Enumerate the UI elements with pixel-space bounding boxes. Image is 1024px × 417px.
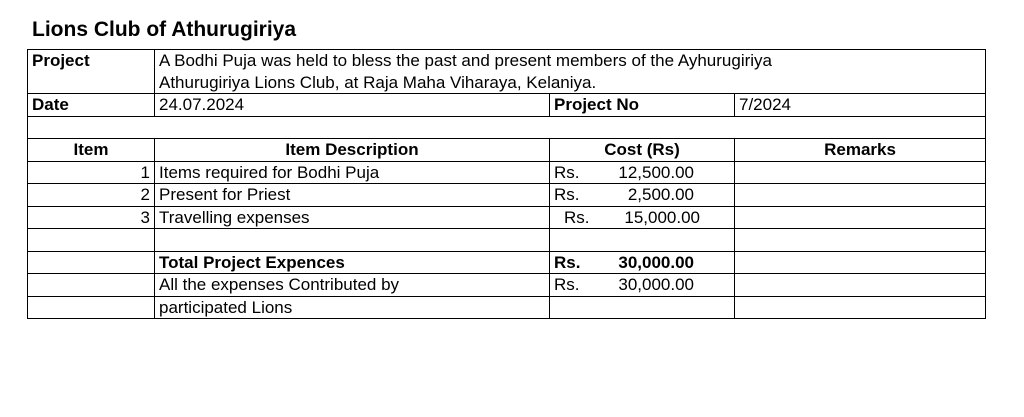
total-label: Total Project Expences	[155, 251, 550, 274]
project-description-line2: Athurugiriya Lions Club, at Raja Maha Viharaya, Kelaniya.	[155, 72, 986, 94]
item-description: Travelling expenses	[155, 206, 550, 229]
item-remarks	[735, 161, 986, 184]
empty-cell	[155, 229, 550, 252]
item-currency: Rs.	[554, 162, 580, 182]
project-no-value: 7/2024	[735, 94, 986, 117]
empty-cell	[28, 274, 155, 297]
empty-cell	[28, 72, 155, 94]
column-header-row	[28, 139, 986, 162]
empty-cell	[28, 251, 155, 274]
column-header-item: Item	[28, 139, 155, 162]
project-no-label: Project No	[550, 94, 735, 117]
empty-cell	[28, 296, 155, 319]
item-currency: Rs.	[554, 185, 580, 205]
empty-cell	[28, 229, 155, 252]
item-amount: 15,000.00	[624, 207, 700, 227]
spacer-row	[28, 116, 986, 139]
blank-row	[28, 229, 986, 252]
empty-cell	[735, 229, 986, 252]
item-number: 2	[28, 184, 155, 207]
contribution-line1: All the expenses Contributed by	[155, 274, 550, 297]
empty-cell	[550, 296, 735, 319]
project-row-continued	[28, 72, 986, 94]
date-value: 24.07.2024	[155, 94, 550, 117]
empty-cell	[735, 274, 986, 297]
column-header-description: Item Description	[155, 139, 550, 162]
contribution-amount: 30,000.00	[618, 275, 694, 295]
date-label: Date	[28, 94, 155, 117]
project-sheet	[27, 49, 986, 319]
date-row	[28, 94, 986, 117]
item-currency: Rs.	[564, 207, 590, 227]
table-row	[28, 184, 986, 207]
contribution-row-continued	[28, 296, 986, 319]
empty-cell	[735, 296, 986, 319]
item-description: Items required for Bodhi Puja	[155, 161, 550, 184]
item-number: 1	[28, 161, 155, 184]
project-label: Project	[28, 50, 155, 72]
total-currency: Rs.	[554, 252, 581, 272]
item-amount: 2,500.00	[627, 185, 694, 205]
item-remarks	[735, 184, 986, 207]
column-header-remarks: Remarks	[735, 139, 986, 162]
empty-cell	[28, 116, 986, 139]
total-row	[28, 251, 986, 274]
project-description-line1: A Bodhi Puja was held to bless the past and present members of the Ayhurugiriya	[155, 50, 986, 72]
item-number: 3	[28, 206, 155, 229]
item-remarks	[735, 206, 986, 229]
item-description: Present for Priest	[155, 184, 550, 207]
project-row	[28, 50, 986, 72]
club-title: Lions Club of Athurugiriya	[32, 18, 297, 41]
contribution-row	[28, 274, 986, 297]
item-amount: 12,500.00	[618, 162, 694, 182]
contribution-line2: participated Lions	[155, 296, 550, 319]
total-amount: 30,000.00	[618, 252, 694, 272]
empty-cell	[735, 251, 986, 274]
column-header-cost: Cost (Rs)	[550, 139, 735, 162]
empty-cell	[550, 229, 735, 252]
table-row	[28, 206, 986, 229]
table-row	[28, 161, 986, 184]
contribution-currency: Rs.	[554, 275, 580, 295]
